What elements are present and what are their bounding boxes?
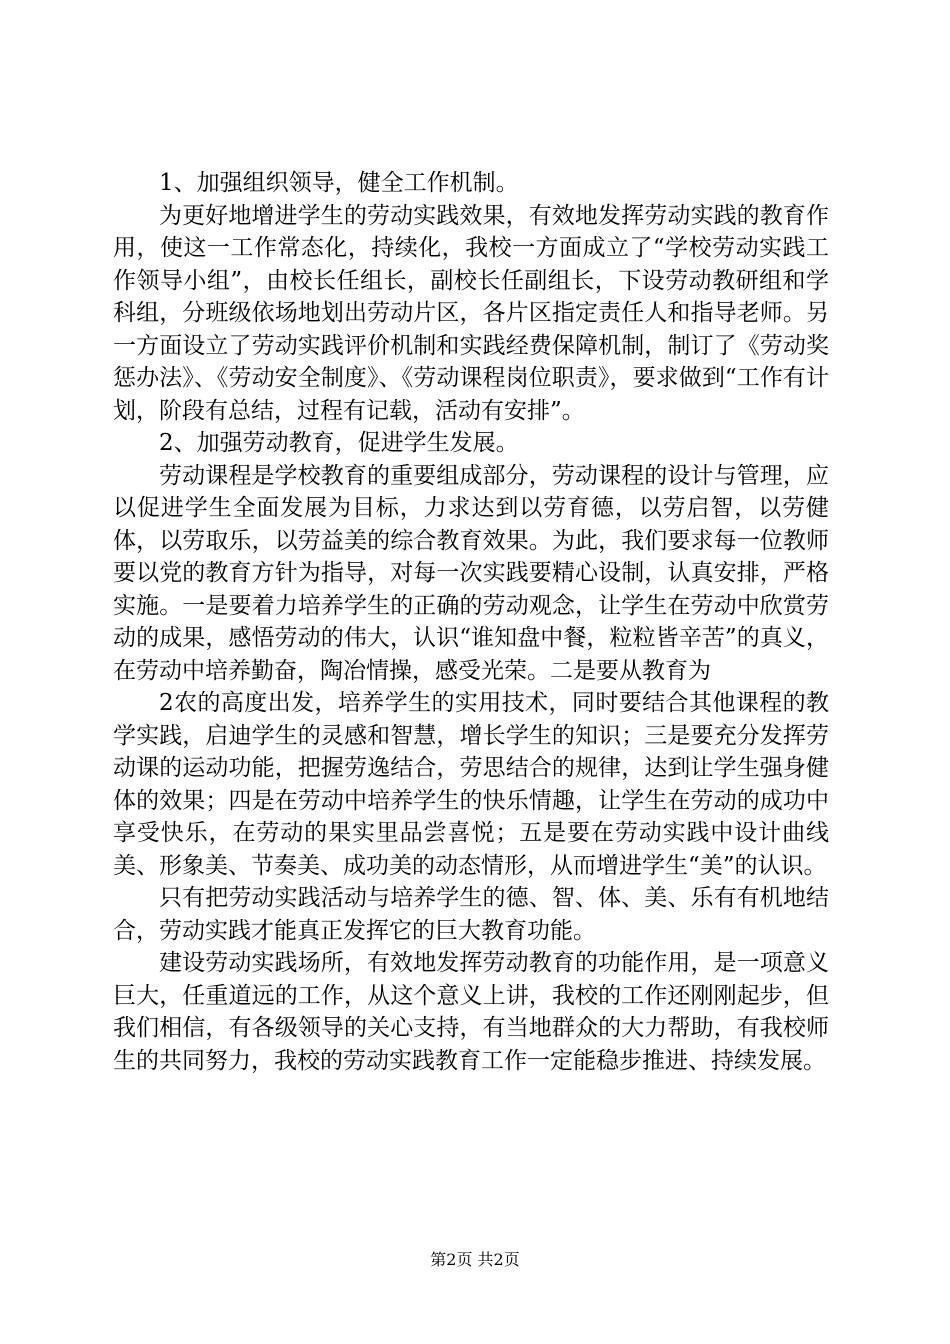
paragraph: 只有把劳动实践活动与培养学生的德、智、体、美、乐有有机地结合，劳动实践才能真正发挥它的巨大教育功能。 xyxy=(113,885,829,944)
section-heading-1: 1、加强组织领导，健全工作机制。 xyxy=(159,170,519,196)
section-heading-2: 2、加强劳动教育，促进学生发展。 xyxy=(159,430,519,456)
paragraph: 为更好地增进学生的劳动实践效果，有效地发挥劳动实践的教育作用，使这一工作常态化，持续化，我校一方面成立了“学校劳动实践工作领导小组”，由校长任组长，副校长任副组长，下设劳动教研组和学科组，分班级依场地划出劳动片区，各片区指定责任人和指导老师。另一方面设立了劳动实践评价机制和实践经费保障机制，制订了《劳动奖惩办法》、《劳动安全制度》、《劳动课程岗位职责》，要求做到“工作有计划，阶段有总结，过程有记载，活动有安排”。 xyxy=(113,202,829,424)
document-body xyxy=(113,167,829,1077)
page-number-footer: 第2页 共2页 xyxy=(430,1250,520,1269)
paragraph: 2农的高度出发，培养学生的实用技术，同时要结合其他课程的教学实践，启迪学生的灵感和智慧，增长学生的知识；三是要充分发挥劳动课的运动功能，把握劳逸结合，劳思结合的规律，达到让学生强身健体的效果；四是在劳动中培养学生的快乐情趣，让学生在劳动的成功中享受快乐，在劳动的果实里品尝喜悦；五是要在劳动实践中设计曲线美、形象美、节奏美、成功美的动态情形，从而增进学生“美”的认识。 xyxy=(113,690,829,879)
paragraph: 劳动课程是学校教育的重要组成部分，劳动课程的设计与管理，应以促进学生全面发展为目标，力求达到以劳育德，以劳启智，以劳健体，以劳取乐，以劳益美的综合教育效果。为此，我们要求每一位教师要以党的教育方针为指导，对每一次实践要精心设制，认真安排，严格实施。一是要着力培养学生的正确的劳动观念，让学生在劳动中欣赏劳动的成果，感悟劳动的伟大，认识“谁知盘中餐，粒粒皆辛苦”的真义，在劳动中培养勤奋，陶冶情操，感受光荣。二是要从教育为 xyxy=(113,462,829,684)
paragraph: 建设劳动实践场所，有效地发挥劳动教育的功能作用，是一项意义巨大，任重道远的工作，从这个意义上讲，我校的工作还刚刚起步，但我们相信，有各级领导的关心支持，有当地群众的大力帮助，有我校师生的共同努力，我校的劳动实践教育工作一定能稳步推进、持续发展。 xyxy=(113,950,829,1074)
